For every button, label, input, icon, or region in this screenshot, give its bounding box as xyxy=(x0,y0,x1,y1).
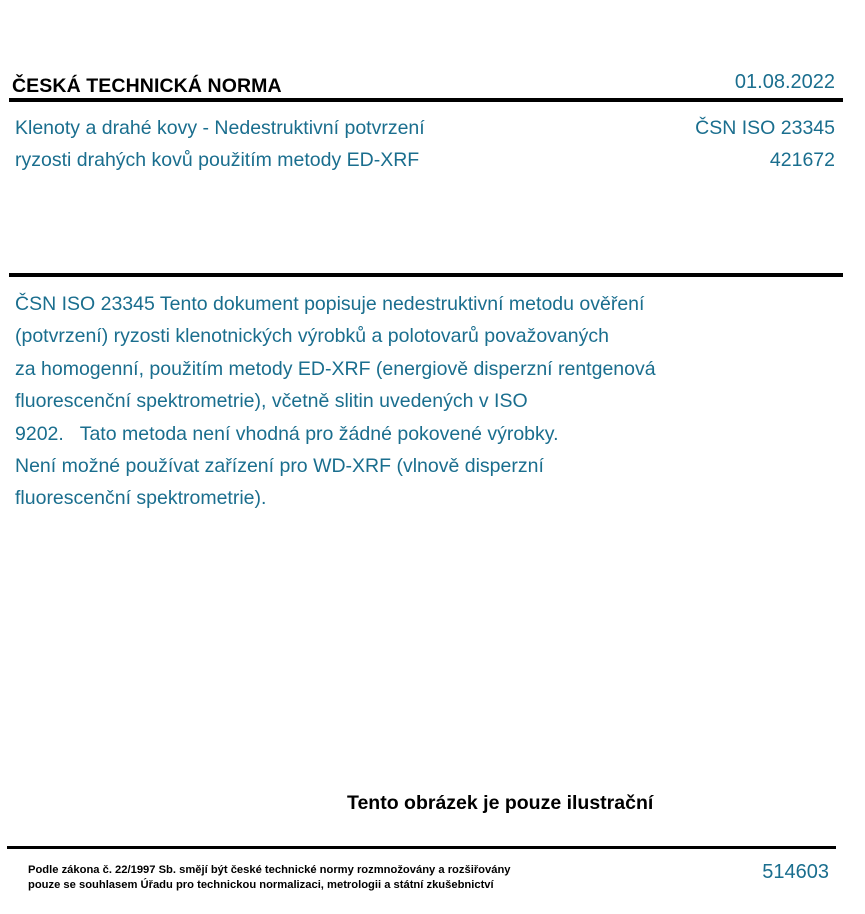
abstract-line: (potvrzení) ryzosti klenotnických výrobků a polotovarů považovaných xyxy=(15,325,609,348)
illustration-note: Tento obrázek je pouze ilustrační xyxy=(347,792,654,814)
legal-line: pouze se souhlasem Úřadu pro technickou normalizaci, metrologii a státní zkušebnictví xyxy=(28,879,494,891)
standard-title-line-1: Klenoty a drahé kovy - Nedestruktivní potvrzení xyxy=(15,117,425,139)
document-type-title: ČESKÁ TECHNICKÁ NORMA xyxy=(12,75,282,97)
publication-date: 01.08.2022 xyxy=(734,71,835,93)
legal-line: Podle zákona č. 22/1997 Sb. smějí být české technické normy rozmnožovány a rozšiřovány xyxy=(28,864,511,876)
section-divider xyxy=(9,273,843,277)
classification-number: 421672 xyxy=(769,149,835,171)
abstract-line: za homogenní, použitím metody ED-XRF (energiově disperzní rentgenová xyxy=(15,357,656,380)
standard-title-line-2: ryzosti drahých kovů použitím metody ED-XRF xyxy=(15,149,420,171)
header-divider xyxy=(9,98,843,102)
abstract-line: fluorescenční spektrometrie), včetně slitin uvedených v ISO xyxy=(15,390,528,413)
standard-code: ČSN ISO 23345 xyxy=(695,117,835,139)
footer-number: 514603 xyxy=(762,861,829,883)
legal-notice xyxy=(28,863,511,893)
abstract-text xyxy=(15,288,755,515)
abstract-line: 9202. Tato metoda není vhodná pro žádné pokovené výrobky. xyxy=(15,422,559,445)
footer-divider xyxy=(7,846,836,849)
abstract-line: fluorescenční spektrometrie). xyxy=(15,487,267,510)
abstract-line: ČSN ISO 23345 Tento dokument popisuje nedestruktivní metodu ověření xyxy=(15,293,645,315)
abstract-line: Není možné používat zařízení pro WD-XRF (vlnově disperzní xyxy=(15,455,544,478)
